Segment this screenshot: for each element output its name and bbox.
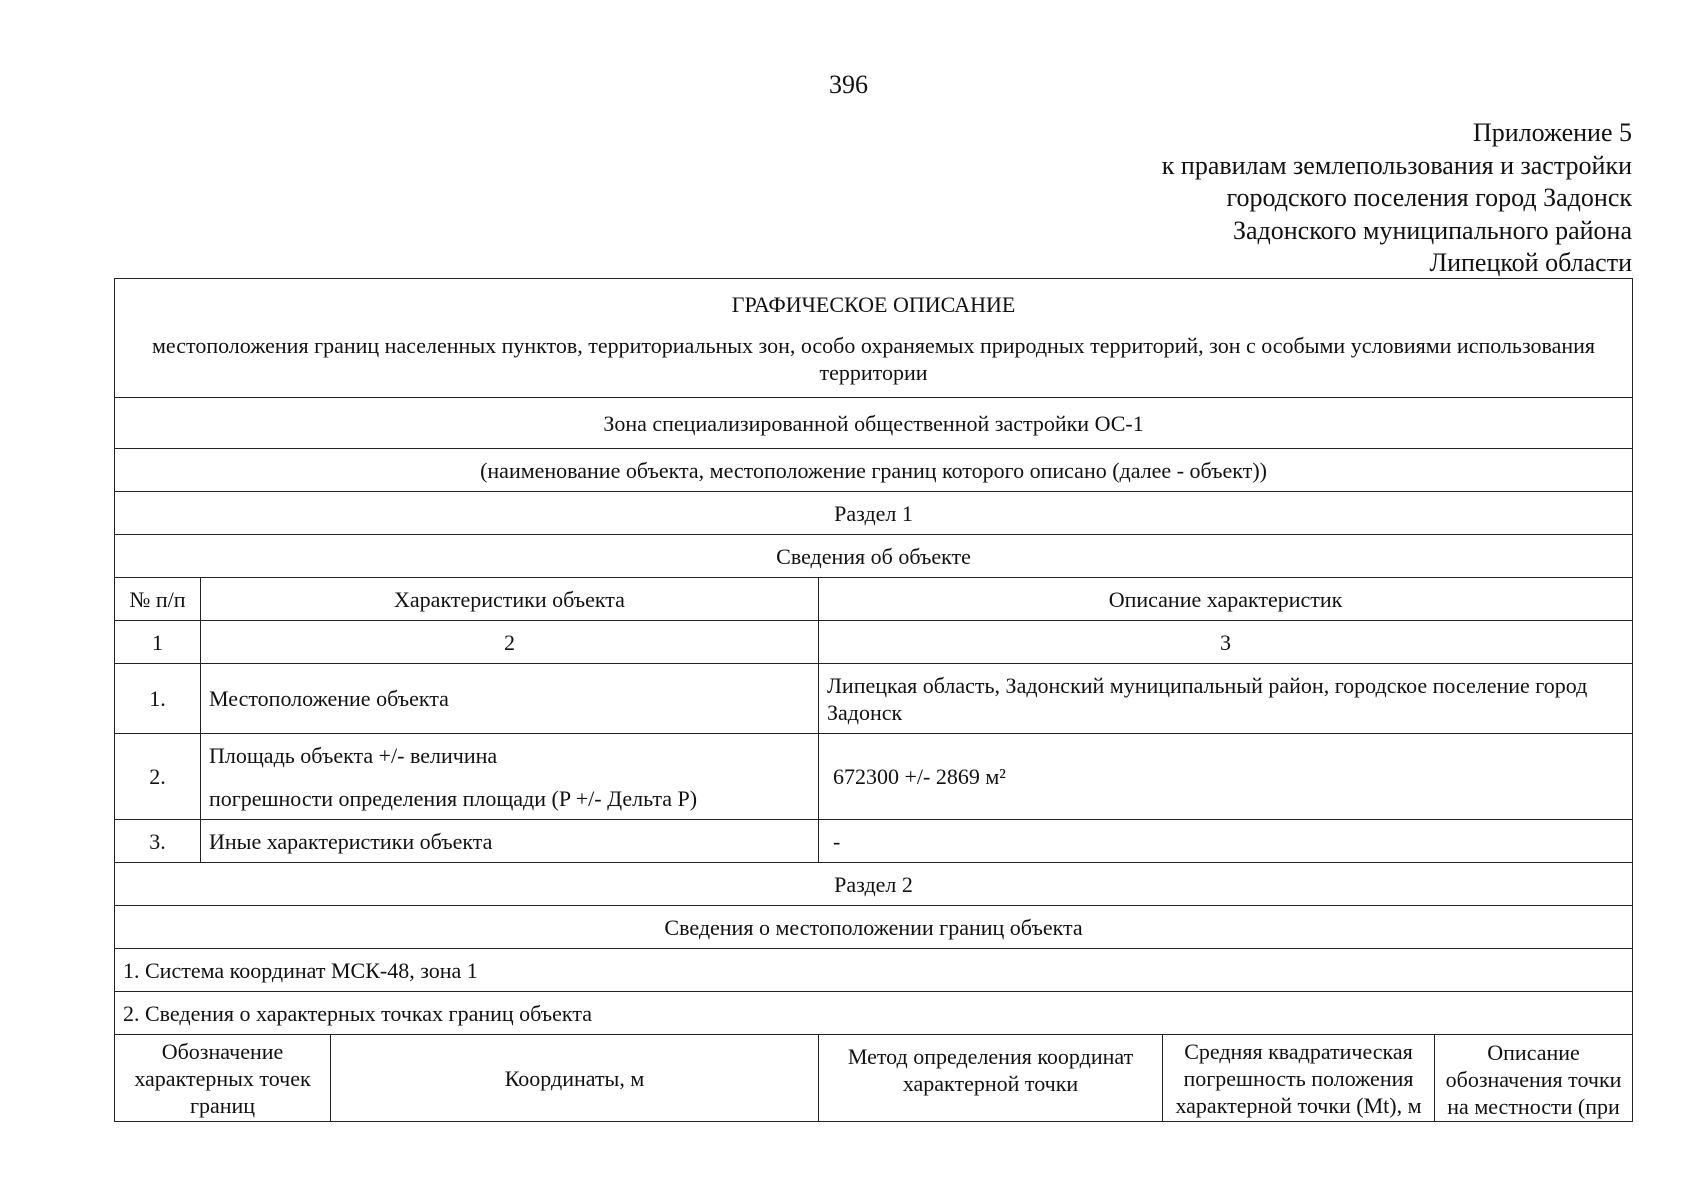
table-row	[115, 734, 1633, 820]
column-number: 1	[115, 621, 201, 664]
characteristic-value: Липецкая область, Задонский муниципальный район, городское поселение город Задонск	[819, 664, 1633, 734]
appendix-line: Приложение 5	[1472, 118, 1632, 147]
characteristic-value: -	[819, 820, 1633, 863]
section1-title: Раздел 1	[115, 492, 1633, 535]
object-caption: (наименование объекта, местоположение границ которого описано (далее - объект))	[115, 449, 1633, 492]
column-header: Средняя квадратическая погрешность положения характерной точки (Mt), м	[1163, 1035, 1435, 1122]
row-number: 1.	[115, 664, 201, 734]
column-header: Описание обозначения точки на местности (при	[1435, 1035, 1633, 1122]
appendix-line: Задонского муниципального района	[1232, 215, 1632, 245]
section1-column-numbers	[115, 621, 1633, 664]
row-number: 2.	[115, 734, 201, 820]
column-header: Характеристики объекта	[201, 578, 819, 621]
column-number: 2	[201, 621, 819, 664]
table-row	[115, 820, 1633, 863]
page-number: 396	[829, 70, 868, 99]
column-header: Метод определения координат характерной точки	[819, 1035, 1163, 1122]
characteristic-name	[201, 734, 819, 820]
characteristic-name: Местоположение объекта	[201, 664, 819, 734]
appendix-line: городского поселения город Задонск	[1226, 183, 1632, 212]
coordinate-system: 1. Система координат МСК-48, зона 1	[115, 949, 1633, 992]
characteristic-name: Иные характеристики объекта	[201, 820, 819, 863]
column-header: Описание характеристик	[819, 578, 1633, 621]
characteristic-name-line: погрешности определения площади (P +/- Дельта P)	[209, 785, 698, 811]
row-number: 3.	[115, 820, 201, 863]
points-header-row	[115, 1035, 1633, 1122]
points-title: 2. Сведения о характерных точках границ объекта	[115, 992, 1633, 1035]
graphic-description-table	[114, 278, 1633, 1122]
appendix-header	[1162, 117, 1632, 280]
appendix-line: Липецкой области	[1429, 248, 1632, 277]
characteristic-name-line: Площадь объекта +/- величина	[209, 742, 498, 768]
column-number: 3	[819, 621, 1633, 664]
column-header: Обозначение характерных точек границ	[115, 1035, 331, 1122]
section2-title: Раздел 2	[115, 863, 1633, 906]
document-title: ГРАФИЧЕСКОЕ ОПИСАНИЕ	[731, 291, 1016, 317]
table-row	[115, 664, 1633, 734]
object-name: Зона специализированной общественной застройки ОС-1	[115, 398, 1633, 449]
document-subtitle: местоположения границ населенных пунктов, территориальных зон, особо охраняемых природных территорий, зон с особыми условиями использования территории	[152, 332, 1596, 385]
column-header: № п/п	[115, 578, 201, 621]
characteristic-value: 672300 +/- 2869 м²	[819, 734, 1633, 820]
section1-subtitle: Сведения об объекте	[115, 535, 1633, 578]
section1-header-row	[115, 578, 1633, 621]
appendix-line: к правилам землепользования и застройки	[1161, 150, 1632, 180]
section2-subtitle: Сведения о местоположении границ объекта	[115, 906, 1633, 949]
column-header: Координаты, м	[331, 1035, 819, 1122]
document-title-cell	[115, 279, 1633, 398]
